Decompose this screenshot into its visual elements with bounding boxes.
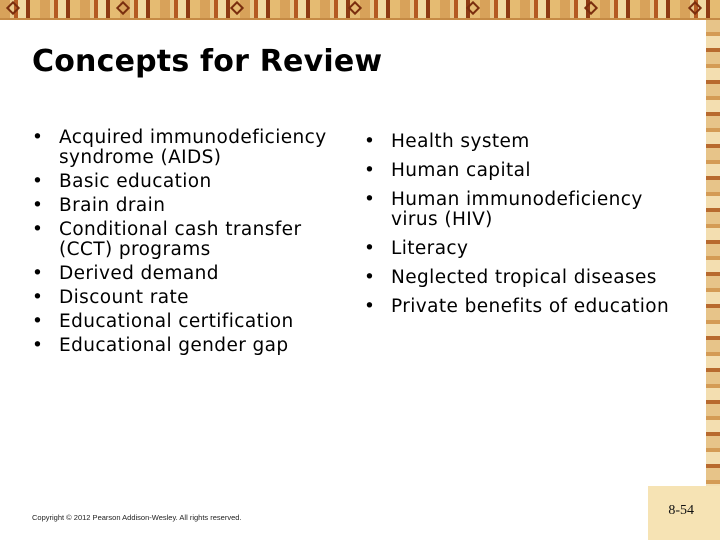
decorative-pattern-band-top	[0, 0, 720, 20]
concepts-list-left	[32, 128, 342, 360]
list-item: • Human capital	[364, 161, 684, 181]
list-item: • Derived demand	[32, 264, 342, 284]
list-item: • Human immunodeficiency virus (HIV)	[364, 190, 684, 230]
list-item: • Neglected tropical diseases	[364, 268, 684, 288]
list-item: • Health system	[364, 132, 684, 152]
list-item: • Private benefits of education	[364, 297, 684, 317]
decorative-pattern-band-right	[706, 20, 720, 486]
diamond-motif-icon	[6, 1, 20, 15]
diamond-motif-icon	[348, 1, 362, 15]
concepts-list-right	[364, 132, 684, 326]
diamond-motif-icon	[688, 1, 702, 15]
page-number: 8-54	[668, 503, 694, 518]
diamond-motif-icon	[466, 1, 480, 15]
list-item: • Basic education	[32, 172, 342, 192]
list-item: • Brain drain	[32, 196, 342, 216]
list-item: • Acquired immunodeficiency syndrome (AIDS)	[32, 128, 342, 168]
diamond-motif-icon	[230, 1, 244, 15]
list-item: • Discount rate	[32, 288, 342, 308]
diamond-motif-icon	[584, 1, 598, 15]
slide-title: Concepts for Review	[32, 44, 383, 79]
copyright-notice: Copyright © 2012 Pearson Addison-Wesley. All rights reserved.	[32, 513, 242, 522]
list-item: • Educational gender gap	[32, 336, 342, 356]
list-item: • Literacy	[364, 239, 684, 259]
list-item: • Conditional cash transfer (CCT) programs	[32, 220, 342, 260]
list-item: • Educational certification	[32, 312, 342, 332]
diamond-motif-icon	[116, 1, 130, 15]
